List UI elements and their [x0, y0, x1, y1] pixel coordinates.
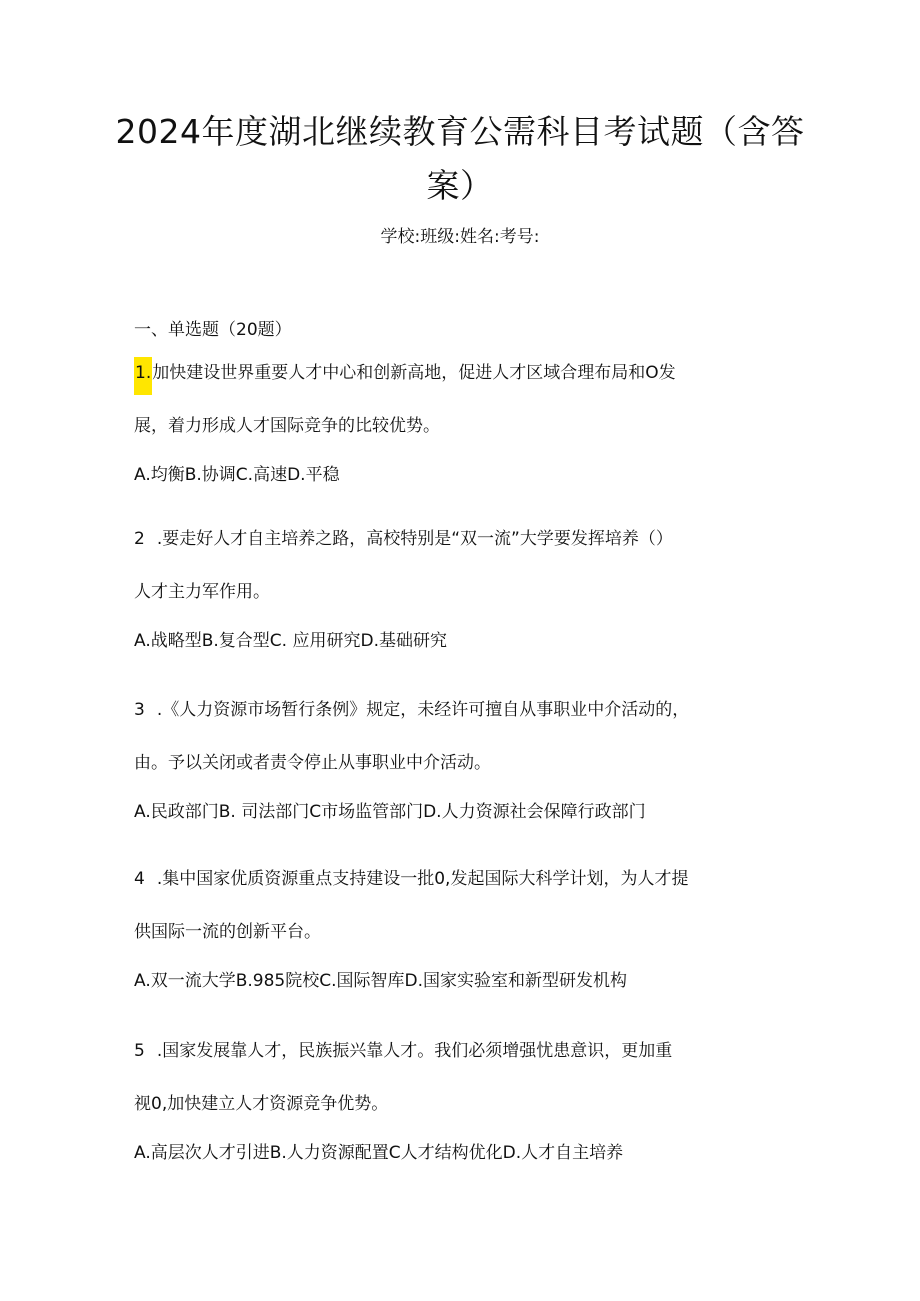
question-2-line-2: 人才主力军作用。 [134, 582, 270, 602]
question-3-line-1 [134, 684, 794, 737]
question-3-options: A.民政部门B. 司法部门C市场监管部门D.人力资源社会保障行政部门 [134, 802, 646, 822]
question-2-text: .要走好人才自主培养之路，高校特别是“双一流”大学要发挥培养（） [156, 529, 673, 549]
student-info-line: 学校:班级:姓名:考号: [380, 227, 540, 247]
question-3 [134, 684, 794, 826]
question-2 [134, 513, 794, 655]
question-1-line-2: 展，着力形成人才国际竞争的比较优势。 [134, 416, 440, 436]
question-4-options: A.双一流大学B.985院校C.国际智库D.国家实验室和新型研发机构 [134, 971, 628, 991]
question-5-number: 5 [134, 1041, 145, 1061]
question-4 [134, 853, 794, 995]
document-title [100, 105, 820, 213]
question-4-line-2: 供国际一流的创新平台。 [134, 922, 321, 942]
question-5 [134, 1025, 794, 1167]
question-2-number: 2 [134, 529, 145, 549]
question-number-highlight: 1. [134, 357, 152, 395]
question-4-number: 4 [134, 869, 145, 889]
question-3-line-2: 由。予以关闭或者责令停止从事职业中介活动。 [134, 753, 491, 773]
section-heading: 一、单选题（20题） [134, 320, 292, 340]
question-1-options: A.均衡B.协调C.高速D.平稳 [134, 465, 340, 485]
question-1 [134, 347, 794, 489]
question-5-options: A.高层次人才引进B.人力资源配置C人才结构优化D.人才自主培养 [134, 1143, 624, 1163]
question-4-text: .集中国家优质资源重点支持建设一批0,发起国际大科学计划，为人才提 [156, 869, 689, 889]
question-2-options: A.战略型B.复合型C. 应用研究D.基础研究 [134, 631, 447, 651]
title-line-2: 案） [426, 166, 494, 205]
question-3-number: 3 [134, 700, 145, 720]
question-4-line-1 [134, 853, 794, 906]
question-5-text: .国家发展靠人才，民族振兴靠人才。我们必须增强忧患意识，更加重 [156, 1041, 673, 1061]
title-line-1: 2024年度湖北继续教育公需科目考试题（含答 [115, 112, 805, 151]
question-1-line-1 [134, 347, 794, 400]
question-3-text: .《人力资源市场暂行条例》规定，未经许可擅自从事职业中介活动的， [156, 700, 690, 720]
question-1-text: 加快建设世界重要人才中心和创新高地，促进人才区域合理布局和O发 [152, 363, 676, 383]
question-5-line-1 [134, 1025, 794, 1078]
question-2-line-1 [134, 513, 794, 566]
question-5-line-2: 视0,加快建立人才资源竞争优势。 [134, 1094, 389, 1114]
